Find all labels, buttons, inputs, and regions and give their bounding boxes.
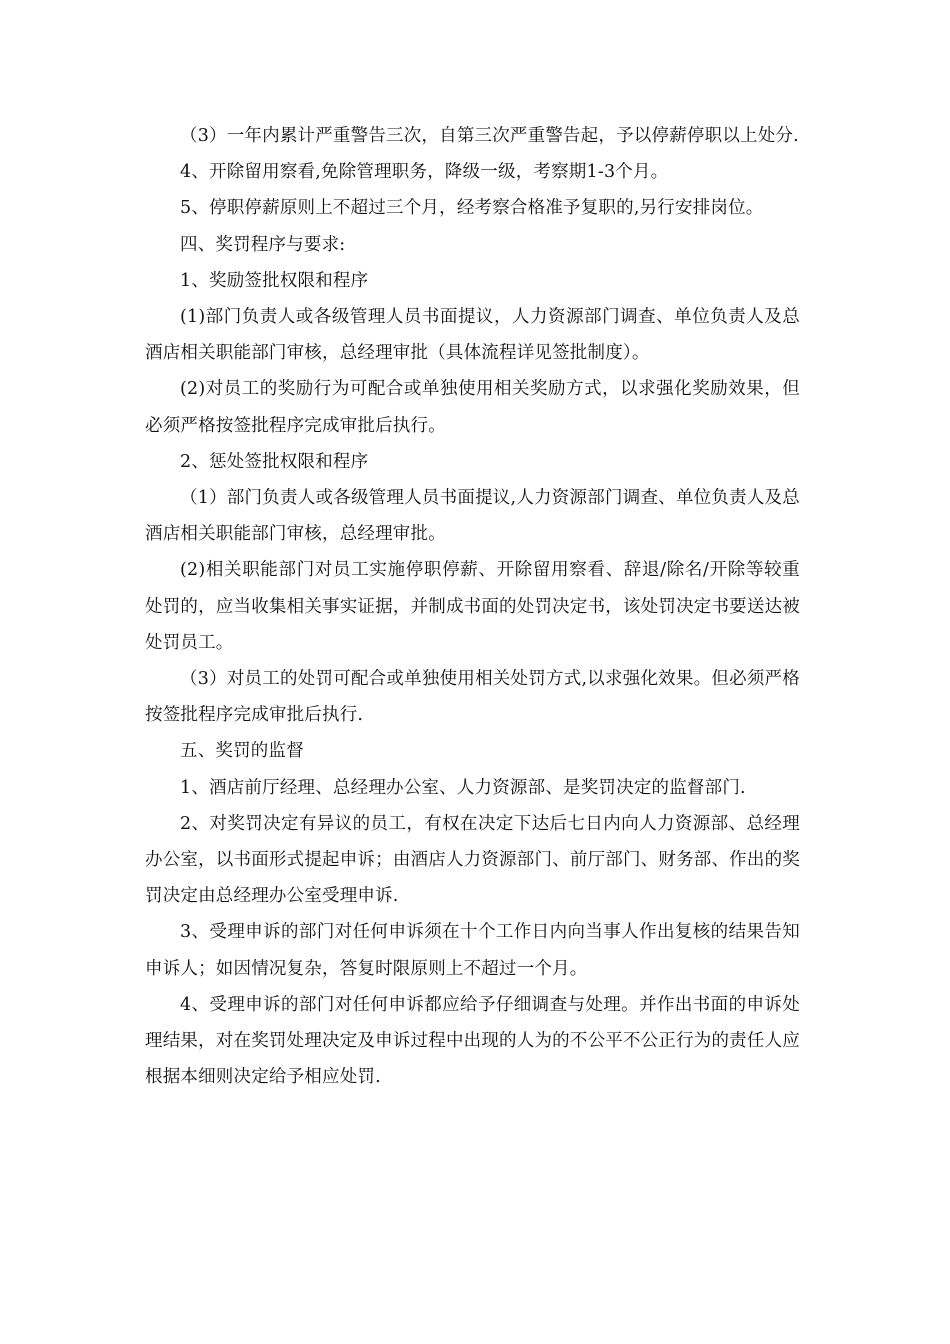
paragraph-supervision-3: 3、受理申诉的部门对任何申诉须在十个工作日内向当事人作出复核的结果告知申诉人；如因情况复杂，答复时限原则上不超过一个月。 [145, 922, 800, 979]
paragraph-3-warning: （3）一年内累计严重警告三次，自第三次严重警告起，予以停薪停职以上处分. [180, 126, 799, 146]
section-heading-supervision: 五、奖罚的监督 [180, 741, 304, 762]
paragraph-reward-1: (1)部门负责人或各级管理人员书面提议，人力资源部门调查、单位负责人及总酒店相关职能部门审核，总经理审批（具体流程详见签批制度）。 [145, 307, 800, 364]
paragraph-5-suspension: 5、停职停薪原则上不超过三个月，经考察合格准予复职的,另行安排岗位。 [180, 198, 764, 219]
paragraph-supervision-2: 2、对奖罚决定有异议的员工，有权在决定下达后七日内向人力资源部、总经理办公室，以书面形式提起申诉；由酒店人力资源部门、前厅部门、财务部、作出的奖罚决定由总经理办公室受理申诉. [145, 813, 800, 907]
section-heading-procedures: 四、奖罚程序与要求: [180, 234, 346, 255]
paragraph-supervision-1: 1、酒店前厅经理、总经理办公室、人力资源部、是奖罚决定的监督部门. [180, 777, 746, 798]
paragraph-punishment-2: (2)相关职能部门对员工实施停职停薪、开除留用察看、辞退/除名/开除等较重处罚的，应当收集相关事实证据，并制成书面的处罚决定书，该处罚决定书要送达被处罚员工。 [145, 560, 800, 653]
paragraph-punishment-1: （1）部门负责人或各级管理人员书面提议,人力资源部门调查、单位负责人及总酒店相关职能部门审核，总经理审批。 [145, 488, 800, 545]
paragraph-reward-2: (2)对员工的奖励行为可配合或单独使用相关奖励方式，以求强化奖励效果，但必须严格按签批程序完成审批后执行。 [145, 379, 800, 436]
paragraph-4-probation: 4、开除留用察看,免除管理职务，降级一级，考察期1-3个月。 [180, 162, 669, 183]
subheading-reward-approval: 1、奖励签批权限和程序 [180, 270, 369, 291]
paragraph-punishment-3: （3）对员工的处罚可配合或单独使用相关处罚方式,以求强化效果。但必须严格按签批程序完成审批后执行. [145, 669, 800, 726]
paragraph-supervision-4: 4、受理申诉的部门对任何申诉都应给予仔细调查与处理。并作出书面的申诉处理结果，对在奖罚处理决定及申诉过程中出现的人为的不公平不公正行为的责任人应根据本细则决定给予相应处罚. [145, 994, 800, 1088]
document-body [145, 118, 800, 1095]
subheading-punishment-approval: 2、惩处签批权限和程序 [180, 451, 369, 472]
